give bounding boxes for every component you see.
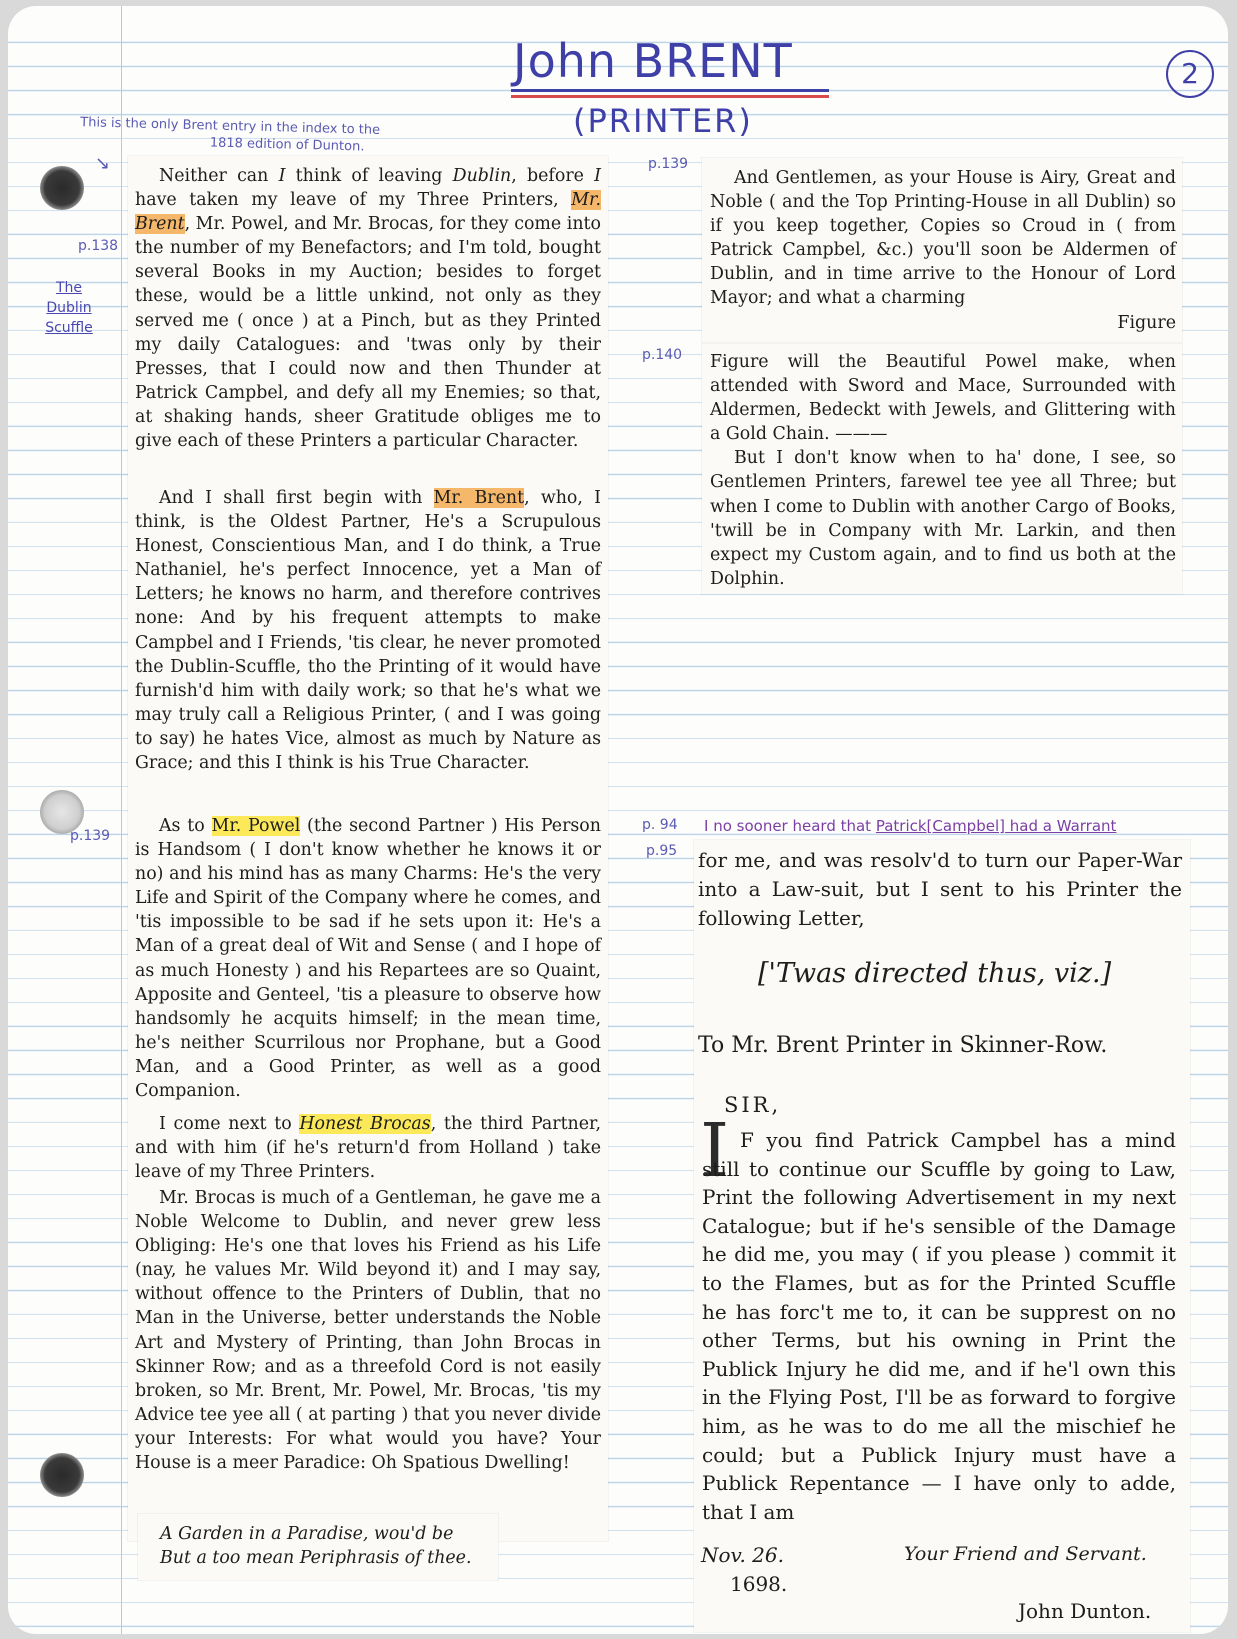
title-underline-blue (511, 89, 829, 92)
letter-intro (698, 846, 1182, 933)
index-note-line-2: 1818 edition of Dunton. (209, 135, 365, 155)
arrow-icon: ↘ (95, 153, 111, 174)
hand-line-a: I no sooner heard that (704, 817, 876, 835)
para1-text-b: think of leaving (285, 166, 453, 186)
page-ref-left-139: p.139 (70, 828, 111, 844)
verse-line-2: But a too mean Periphrasis of thee. (160, 1548, 472, 1569)
directed-line: ['Twas directed thus, viz.] (758, 958, 1112, 989)
left-para-3 (135, 814, 601, 1103)
letter-year: 1698. (730, 1572, 788, 1596)
page-subtitle: (PRINTER) (573, 102, 753, 140)
right-block-2-text: Figure will the Beautiful Powel make, when attended with Sword and Mace, Surrounded with Aldermen, Bedeckt with Jewels, and Glittering with a Gold Chain. ——— (710, 352, 1176, 445)
page-ref-right-94: p. 94 (642, 817, 678, 833)
page-title: John BRENT (513, 34, 793, 88)
letter-date: Nov. 26. (701, 1543, 784, 1567)
page-ref-left-138: p.138 (78, 238, 119, 254)
binder-hole-bottom (40, 1453, 84, 1497)
para1-text-c: , before (511, 166, 595, 186)
letter-body (702, 1126, 1176, 1526)
para4-text-b: , the third Partner, and with him (if he's return'd from Holland ) take leave of my Three Printers. (135, 1114, 601, 1183)
highlight-mr-brent-1: Mr. Brent (135, 190, 601, 235)
left-verse (160, 1522, 500, 1570)
page-number-badge: 2 (1166, 50, 1214, 98)
para3-text-a: As to (159, 816, 212, 836)
binder-hole-top (40, 166, 84, 210)
letter-address: To Mr. Brent Printer in Skinner-Row. (698, 1033, 1108, 1058)
letter-body-text: F you find Patrick Campbel has a mind still to continue our Scuffle by going to Law, Print the following Advertisement in my next Catalogue; but if he's sensible of the Damage he did me, you may ( if you please ) commit it to the Flames, but as for the Printed Scuffle he has forc't me to, it can be supprest on no other Terms, but his owning in Print the Publick Injury he did me, and if he'l own this in the Flying Post, I'll be as forward to forgive him, as he was to do me all the mischief he could; but a Publick Injury must have a Publick Repentance — I have only to adde, that I am (702, 1128, 1176, 1524)
right-block-2 (710, 350, 1176, 591)
dublin-scuffle-line-1: The Dublin (46, 280, 92, 316)
dublin-scuffle-note (38, 278, 100, 338)
letter-signature: John Dunton. (1018, 1599, 1152, 1623)
page-ref-right-139: p.139 (648, 156, 689, 172)
para1-text-d: have taken my leave of my Three Printers, (135, 190, 572, 211)
right-block-1 (710, 166, 1176, 335)
index-note-line-1: This is the only Brent entry in the index to the (80, 115, 381, 138)
dublin-scuffle-line-2: Scuffle (45, 320, 93, 336)
highlight-mr-powel: Mr. Powel (211, 816, 301, 836)
left-para-2 (135, 486, 601, 775)
para1-text-e: , Mr. Powel, and Mr. Brocas, for they come into the number of my Benefactors; and I'm told, bought several Books in my Auction; besides to forget these, would be a little unkind, not only as they served me ( once ) at a Pinch, but as they Printed my daily Catalogues: and 'twas only by their Presses, that I could now and then Thunder at Patrick Campbel, and defy all my Enemies; so that, at shaking hands, sheer Gratitude obliges me to give each of these Printers a particular Character. (135, 214, 601, 452)
notebook-page (8, 6, 1228, 1634)
para3-text-b: (the second Partner ) His Person is Handsom ( I don't know whether he knows it or no) and his mind has as many Charms: He's the very Life and Spirit of the Company where he comes, and 'tis impossible to be sad if he sets upon it: He's a Man of a great deal of Wit and Sense ( and I hope of as much Honesty ) and his Repartees are so Quaint, Apposite and Genteel, 'tis a pleasure to observe how handsomly he acquits himself; in the mean time, he's neither Scurrilous nor Prophane, but a Good Man, and a Good Printer, as well as a good Companion. (135, 816, 601, 1102)
left-para-1 (135, 164, 601, 453)
highlight-mr-brent-2: Mr. Brent (433, 488, 525, 508)
highlight-honest-brocas: Honest Brocas (299, 1114, 431, 1134)
left-para-5 (135, 1186, 601, 1475)
index-note (80, 114, 381, 156)
margin-line (121, 6, 122, 1634)
letter-salutation: SIR, (724, 1093, 782, 1117)
letter-closing: Your Friend and Servant. (904, 1543, 1147, 1565)
para1-i2: I (594, 166, 602, 186)
para5-text: Mr. Brocas is much of a Gentleman, he gave me a Noble Welcome to Dublin, and never grew less Obliging: He's one that loves his Friend as his Life (nay, he values Mr. Wild beyond it) and I may say, without offence to the Printers of Dublin, that no Man in the Universe, better understands the Noble Art and Mystery of Printing, than John Brocas in Skinner Row; and as a threefold Cord is not easily broken, so Mr. Brent, Mr. Powel, Mr. Brocas, 'tis my Advice tee yee all ( at parting ) that you never divide your Interests: For what would you have? Your House is a meer Paradice: Oh Spatious Dwelling! (135, 1188, 601, 1474)
verse-line-1: A Garden in a Paradise, wou'd be (160, 1524, 454, 1544)
hand-line-c: had a Warrant (1004, 817, 1117, 835)
left-para-4 (135, 1112, 601, 1184)
right-block-1-text: And Gentlemen, as your House is Airy, Great and Noble ( and the Top Printing-House in all Dublin) so if you keep together, Copies so Croud in ( from Patrick Campbel, &c.) you'll soon be Aldermen of Dublin, and in time arrive to the Honour of Lord Mayor; and what a charming (710, 168, 1176, 309)
title-underline-red (511, 95, 829, 98)
para2-text-a: And I shall first begin with (159, 488, 434, 508)
para1-text-a: Neither can (159, 166, 279, 186)
right-block-1-catchword: Figure (1117, 312, 1176, 333)
right-block-3-text: But I don't know when to ha' done, I see, so Gentlemen Printers, farewel tee yee all Three; but when I come to Dublin with another Cargo of Books, 'twill be in Company with Mr. Larkin, and then expect my Custom again, and to find us both at the Dolphin. (710, 448, 1176, 589)
page-ref-right-140: p.140 (642, 347, 683, 363)
page-ref-right-95: p.95 (646, 843, 678, 859)
para1-dublin: Dublin (452, 166, 512, 186)
para4-text-a: I come next to (159, 1114, 300, 1134)
hand-line-patrick: Patrick[Campbel] (875, 817, 1005, 835)
para2-text-b: , who, I think, is the Oldest Partner, He's a Scrupulous Honest, Conscientious Man, and I do think, a True Nathaniel, he's perfect Innocence, yet a Man of Letters; he knows no harm, and therefore contrives none: And by his frequent attempts to make Campbel and I Friends, 'tis clear, he never promoted the Dublin-Scuffle, tho the Printing of it would have furnish'd him with daily work; so that he's what we may truly call a Religious Printer, ( and I was going to say) he hates Vice, almost as much by Nature as Grace; and this I think is his True Character. (135, 488, 601, 774)
letter-intro-text: for me, and was resolv'd to turn our Paper-War into a Law-suit, but I sent to his Printer the following Letter, (698, 848, 1182, 930)
drop-cap: I (700, 1108, 730, 1194)
para1-i1: I (278, 166, 286, 186)
handwritten-line (704, 814, 1204, 838)
